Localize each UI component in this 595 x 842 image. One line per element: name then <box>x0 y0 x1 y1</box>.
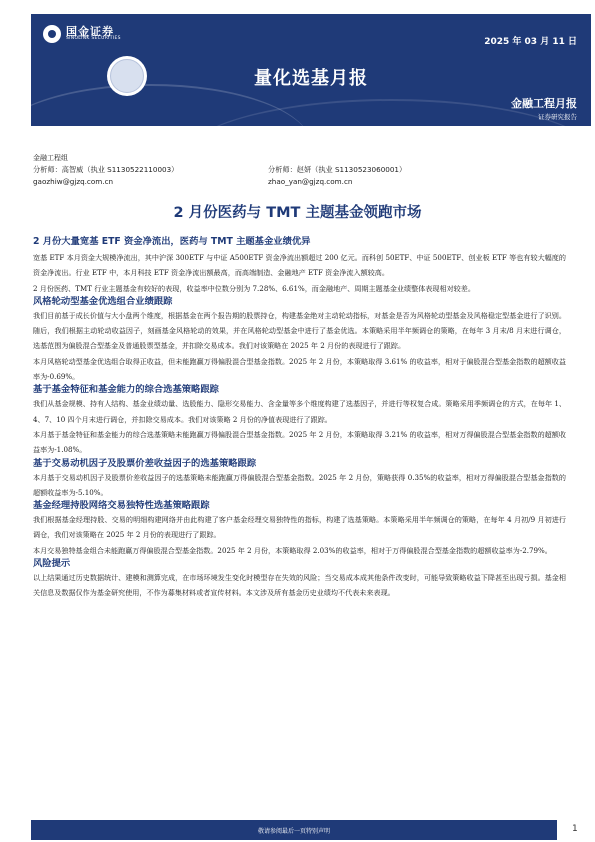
paragraph: 我们根据基金经理持股、交易的明细构建网络并由此构建了客户基金经理交易独特性的指标，构建了选基策略。本策略采用半年频调仓的策略，在每年 4 月初/9 月初进行调仓，我们对该策略在 2025 年 2 月份的表现进行了跟踪。 <box>33 515 566 540</box>
main-title: 2 月份医药与 TMT 主题基金领跑市场 <box>173 205 422 221</box>
section-heading: 基金经理持股网络交易独特性选基策略跟踪 <box>33 500 210 512</box>
paragraph: 2 月份医药、TMT 行业主题基金有较好的表现，收益率中位数分别为 7.28%、6.61%，而金融地产、周期主题基金业绩整体表现相对较差。 <box>33 283 475 293</box>
analyst-2: 分析师：赵妍（执业 S1130523060001） <box>268 165 407 174</box>
report-date: 2025 年 03 月 11 日 <box>484 37 577 47</box>
analyst-1-email[interactable]: gaozhiw@gjzq.com.cn <box>33 177 114 186</box>
section-heading: 基于基金特征和基金能力的综合选基策略跟踪 <box>33 384 219 396</box>
team-name: 金融工程组 <box>33 154 68 162</box>
paragraph: 我们从基金规模、持有人结构、基金业绩动量、选股能力、隐形交易能力、含金量等多个维度构建了选基因子，并进行等权复合成。策略采用季频调仓的方式，在每年 1、4、7、10 四个月末进行调仓，并扣除交易成本。我们对该策略 2 月份的净值表现进行了跟踪。 <box>33 399 566 424</box>
logo-name-en: SINOLINK SECURITIES <box>66 36 121 42</box>
report-body <box>33 236 566 601</box>
analyst-1: 分析师：高智威（执业 S1130522110003） <box>33 165 179 174</box>
paragraph: 我们目前基于成长价值与大小盘两个维度，根据基金在两个报告期的股票持仓，构建基金绝对主动轮动指标，对基金是否为风格轮动型基金及风格稳定型基金进行了识别。随后，我们根据主动轮动收益因子，刻画基金风格轮动的效果，并在风格轮动型基金中进行了基金优选。本策略采用半年频调仓的策略，在每年 3 月末/8 月末进行调仓，选基范围为偏股混合型基金及普通股票型基金，并扣除交易成本。我们对该策略在 2025 年 2 月份的表现进行了跟踪。 <box>33 310 566 351</box>
paragraph: 宽基 ETF 本月资金大规模净流出，其中沪深 300ETF 与中证 A500ETF 资金净流出额超过 200 亿元。而科创 50ETF、中证 500ETF、创业板 ETF 等也有较大幅度的资金净流出。行业 ETF 中，本月科技 ETF 资金净流出额最高，而高端制造、金融地产 ETF 资金净流入额较高。 <box>33 253 566 278</box>
paragraph: 本月交易独特基金组合未能跑赢万得偏股混合型基金指数。2025 年 2 月份，本策略取得 2.03%的收益率，相对于万得偏股混合型基金指数的超额收益率为-2.79%。 <box>33 545 552 555</box>
logo-icon <box>43 25 61 43</box>
page-number: 1 <box>572 824 578 834</box>
footer-disclaimer: 敬请参阅最后一页特别声明 <box>257 828 330 835</box>
paragraph: 本月基于基金特征和基金能力的综合选基策略未能跑赢万得偏股混合型基金指数。2025 年 2 月份，本策略取得 3.21% 的收益率，相对万得偏股混合型基金指数的超额收益率为-1.08%。 <box>33 429 566 455</box>
report-series: 金融工程月报 <box>511 97 577 110</box>
paragraph: 本月风格轮动型基金优选组合取得正收益，但未能跑赢万得偏股混合型基金指数。2025 年 2 月份，本策略取得 3.61% 的收益率，相对于偏股混合型基金指数的超额收益率为-0.69%。 <box>33 356 566 382</box>
company-logo <box>43 25 121 43</box>
logo-name-cn: 国金证券 <box>66 24 114 38</box>
section-heading: 风格轮动型基金优选组合业绩跟踪 <box>33 295 173 307</box>
author-block <box>33 152 406 188</box>
paragraph: 本月基于交易动机因子及股票价差收益因子的选基策略未能跑赢万得偏股混合型基金指数。2025 年 2 月份，策略获得 0.35%的收益率，相对万得偏股混合型基金指数的超额收益率为-5.10%。 <box>33 472 566 497</box>
section-heading: 基于交易动机因子及股票价差收益因子的选基策略跟踪 <box>33 457 257 469</box>
report-subseries: 证券研究报告 <box>538 113 577 121</box>
analyst-2-email[interactable]: zhao_yan@gjzq.com.cn <box>268 177 353 186</box>
footer-bar <box>31 820 557 840</box>
paragraph: 以上结果通过历史数据统计、建模和测算完成，在市场环境发生变化时模型存在失效的风险；当交易成本成其他条件改变时，可能导致策略收益下降甚至出现亏损。基金相关信息及数据仅作为基金研究使用，不作为募集材料或者宣传材料。本文涉及所有基金历史业绩均不代表未来表现。 <box>33 573 566 598</box>
report-title: 量化选基月报 <box>254 68 368 89</box>
header-banner <box>31 14 591 126</box>
section-heading: 2 月份大量宽基 ETF 资金净流出，医药与 TMT 主题基金业绩优异 <box>33 236 311 247</box>
section-heading: 风险提示 <box>33 558 71 570</box>
